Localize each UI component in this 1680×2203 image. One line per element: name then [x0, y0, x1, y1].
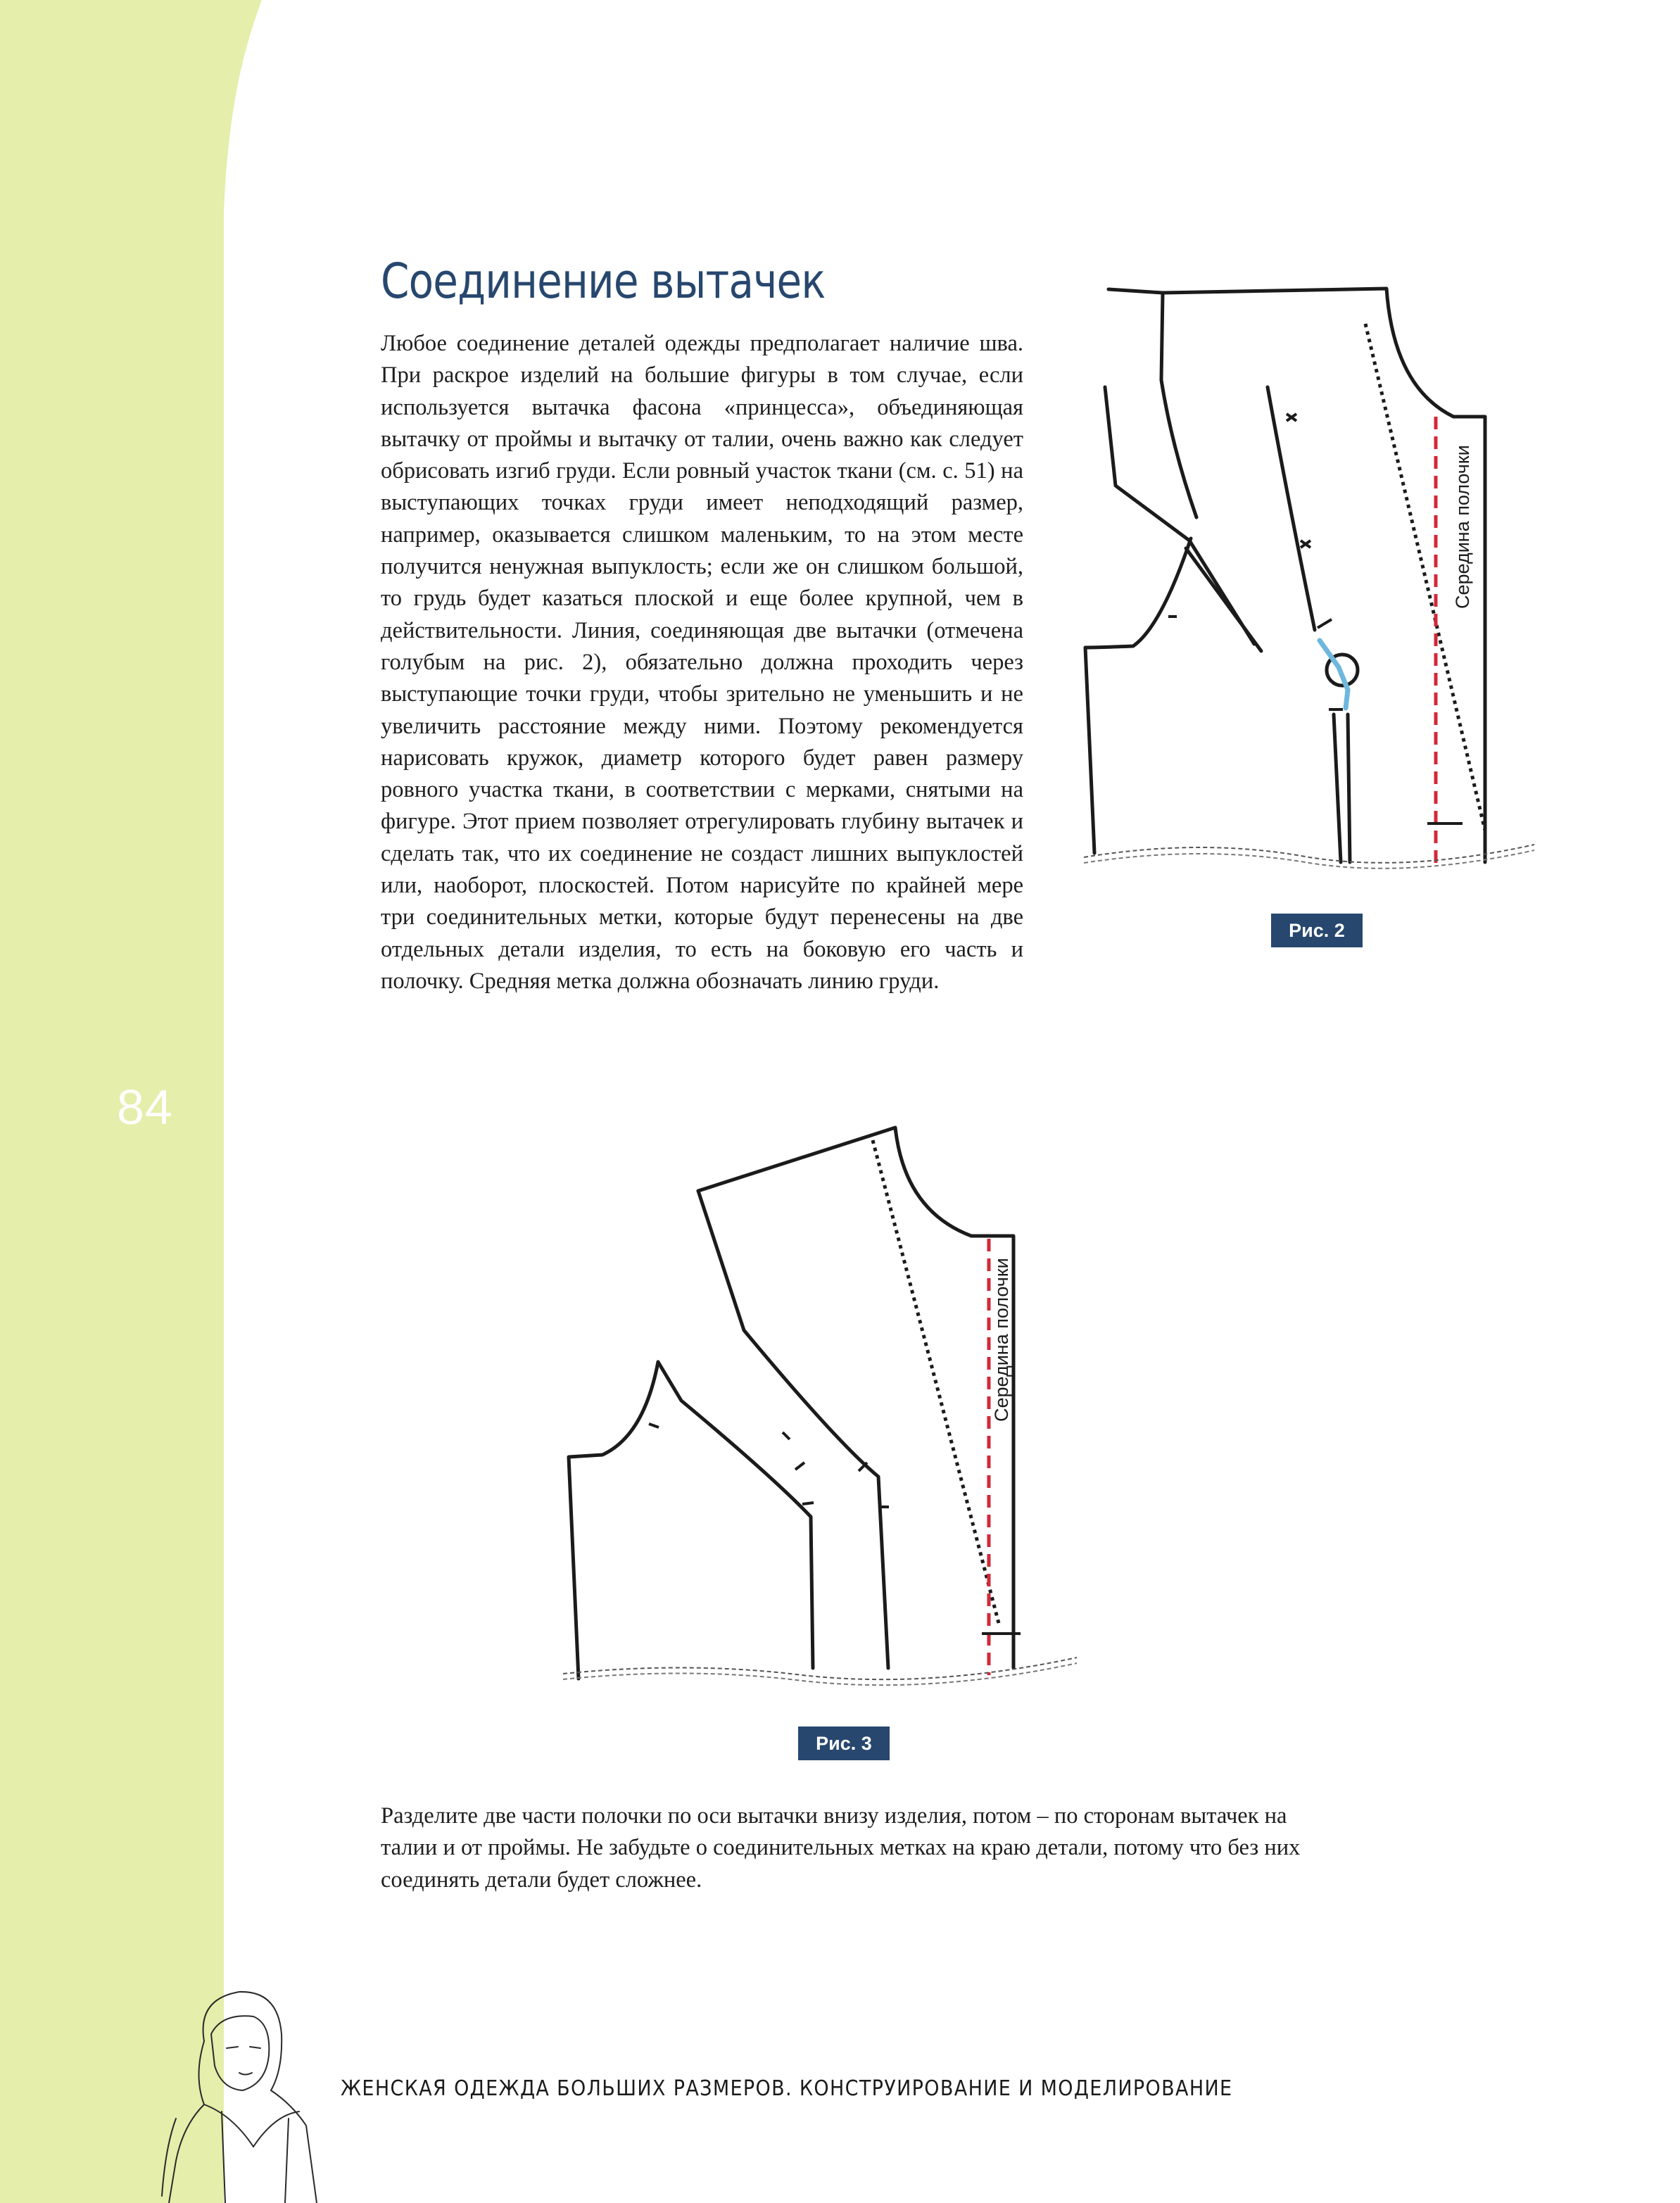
- fig2-center-front-label: Середина полочки: [1452, 445, 1473, 609]
- body-paragraph: Любое соединение деталей одежды предполагает наличие шва. При раскрое изделий на большие фигуры в том случае, если используется вытачка фасона «принцесса», объединяющая вытачку от проймы и вытачку от талии, очень важно как следует обрисовать изгиб груди. Если ровный участок ткани (см. с. 51) на выступающих точках груди имеет неподходящий размер, например, оказывается слишком маленьким, то на этом месте получится ненужная выпуклость; если же он слишком большой, то грудь будет казаться плоской и еще более крупной, чем в действительности. Линия, соединяющая две вытачки (отмечена голубым на рис. 2), обязательно должна проходить через выступающие точки груди, чтобы зрительно не уменьшить и не увеличить расстояние между ними. Поэтому рекомендуется нарисовать кружок, диаметр которого будет равен размеру ровного участка ткани, в соответствии с мерками, снятыми на фигуре. Этот прием позволяет отрегулировать глубину вытачек и сделать так, что их соединение не создаст лишних выпуклостей или, наоборот, плоскостей. Потом нарисуйте по крайней мере три соединительных метки, которые будут перенесены на две отдельных детали изделия, то есть на боковую его часть и полочку. Средняя метка должна обозначать линию груди.: [381, 331, 1023, 994]
- fig2-dart-lower: [1186, 548, 1261, 651]
- page-number: 84: [117, 1080, 173, 1135]
- footer-book-title: ЖЕНСКАЯ ОДЕЖДА БОЛЬШИХ РАЗМЕРОВ. КОНСТРУИРОВАНИЕ И МОДЕЛИРОВАНИЕ: [341, 2076, 1233, 2101]
- fig3-front-shoulder: [698, 1128, 1013, 1668]
- caption-paragraph: Разделите две части полочки по оси вытачки внизу изделия, потом – по сторонам вытачек на талии и от проймы. Не забудьте о соединительных метках на краю детали, потому что без них соединять детали будет сложнее.: [381, 1803, 1301, 1893]
- fig2-hem-line-2: [1084, 850, 1534, 869]
- fig2-dart-upper: [1105, 387, 1254, 644]
- fig2-armhole: [1085, 538, 1191, 853]
- fig2-princess-line: [1268, 387, 1315, 630]
- figure-3-pattern-drawing: [563, 1112, 1077, 1703]
- fig3-hem-line-2: [563, 1663, 1077, 1685]
- fig2-left-panel: [1161, 293, 1196, 517]
- figure-3-label: Рис. 3: [798, 1727, 890, 1760]
- section-title: Соединение вытачек: [381, 253, 826, 310]
- fig2-waist-dart-left: [1334, 714, 1341, 862]
- figure-2-label: Рис. 2: [1271, 914, 1363, 947]
- figure-2-pattern-drawing: [1077, 289, 1541, 887]
- fig3-front-princess: [698, 1191, 888, 1668]
- fig3-center-front-label: Середина полочки: [991, 1258, 1012, 1422]
- fig3-side-outline: [569, 1362, 658, 1679]
- fig2-hem-line-1: [1084, 845, 1534, 863]
- fig2-waist-dart-right: [1348, 714, 1350, 862]
- fig2-side-outline: [1109, 289, 1485, 862]
- fig3-side-princess: [658, 1362, 813, 1668]
- woman-illustration: [155, 1985, 338, 2203]
- fig2-blue-line: [1320, 640, 1348, 708]
